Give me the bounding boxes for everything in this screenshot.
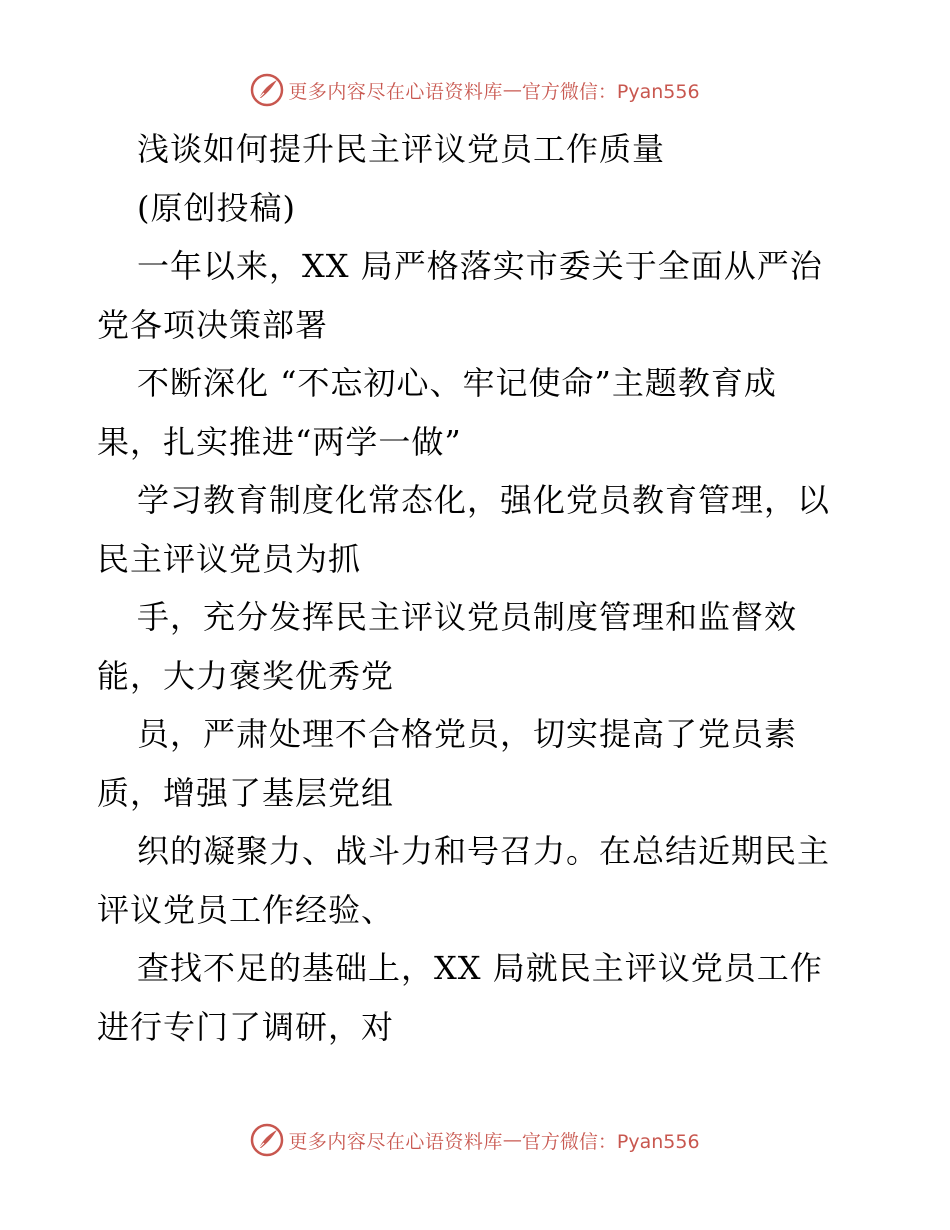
quill-pen-logo-icon	[250, 73, 284, 107]
paragraph-line: 手，充分发挥民主评议党员制度管理和监督效	[137, 598, 798, 636]
banner-wechat: 官方微信：Pyan556	[521, 80, 700, 103]
paragraph-line: 员，严肃处理不合格党员，切实提高了党员素	[137, 715, 798, 753]
header-banner	[0, 70, 950, 110]
document-body	[97, 120, 877, 1056]
paragraph-line: 党各项决策部署	[97, 305, 329, 344]
banner-text: 更多内容尽在心语资料库	[288, 1130, 503, 1153]
paragraph-line: 能，大力褒奖优秀党	[97, 656, 395, 695]
quill-pen-logo-icon	[250, 1123, 284, 1157]
banner-separator: —	[502, 1129, 522, 1151]
paragraph-line: 查找不足的基础上，XX 局就民主评议党员工作	[137, 949, 823, 987]
paragraph-line: 民主评议党员为抓	[97, 539, 362, 578]
banner-text: 更多内容尽在心语资料库	[288, 80, 503, 103]
document-title: 浅谈如何提升民主评议党员工作质量	[137, 130, 666, 168]
banner-wechat: 官方微信：Pyan556	[521, 1130, 700, 1153]
paragraph-line: 果，扎实推进“两学一做”	[97, 422, 462, 461]
paragraph-line: 质，增强了基层党组	[97, 773, 395, 812]
banner-separator: —	[502, 79, 522, 101]
paragraph-line: 进行专门了调研，对	[97, 1007, 395, 1046]
paragraph-line: 学习教育制度化常态化，强化党员教育管理，以	[137, 481, 831, 519]
paragraph-line: 一年以来，XX 局严格落实市委关于全面从严治	[137, 247, 823, 285]
paragraph-line: 评议党员工作经验、	[97, 890, 395, 929]
paragraph-line: 不断深化 “不忘初心、牢记使命”主题教育成	[137, 364, 777, 402]
paragraph-line: 织的凝聚力、战斗力和号召力。在总结近期民主	[137, 832, 831, 870]
footer-banner	[0, 1120, 950, 1160]
document-subtitle: (原创投稿)	[137, 188, 296, 227]
